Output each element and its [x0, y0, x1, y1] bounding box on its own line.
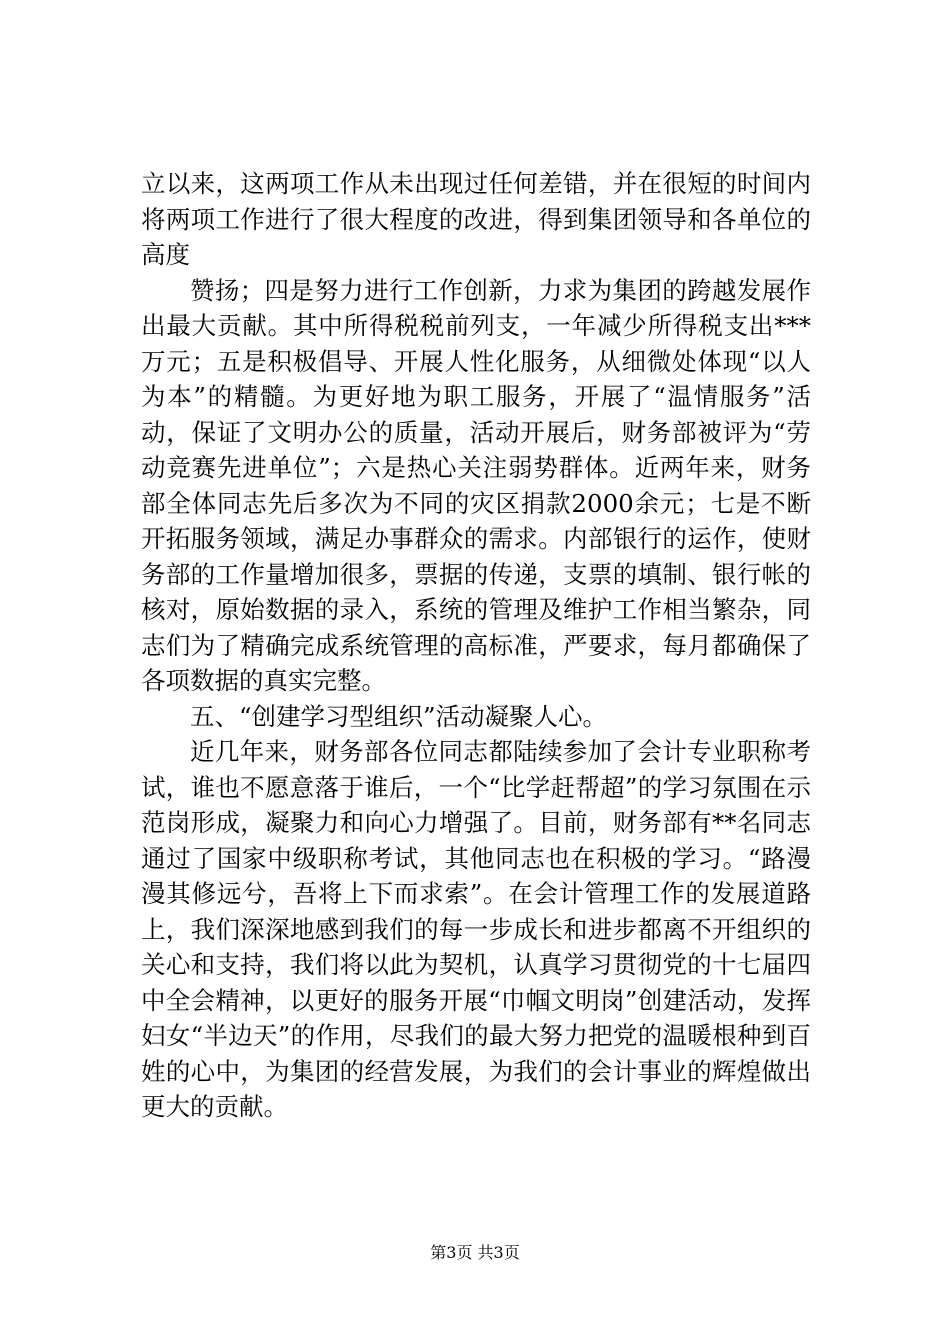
document-body — [141, 166, 811, 1125]
paragraph-achievements: 赞扬；四是努力进行工作创新，力求为集团的跨越发展作出最大贡献。其中所得税税前列支，一年减少所得税支出***万元；五是积极倡导、开展人性化服务，从细微处体现“以人为本”的精髓。为更好地为职工服务，开展了“温情服务”活动，保证了文明办公的质量，活动开展后，财务部被评为“劳动竞赛先进单位”；六是热心关注弱势群体。近两年来，财务部全体同志先后多次为不同的灾区捐款2000余元；七是不断开拓服务领域，满足办事群众的需求。内部银行的运作，使财务部的工作量增加很多，票据的传递，支票的填制、银行帐的核对，原始数据的录入，系统的管理及维护工作相当繁杂，同志们为了精确完成系统管理的高标准，严要求，每月都确保了各项数据的真实完整。 — [141, 275, 811, 695]
section-heading: 五、“创建学习型组织”活动凝聚人心。 — [190, 701, 608, 731]
page-number: 第3页 共3页 — [430, 1243, 520, 1262]
paragraph-continuation: 立以来，这两项工作从未出现过任何差错，并在很短的时间内将两项工作进行了很大程度的改进，得到集团领导和各单位的高度 — [141, 169, 811, 269]
paragraph-learning: 近几年来，财务部各位同志都陆续参加了会计专业职称考试，谁也不愿意落于谁后，一个“比学赶帮超”的学习氛围在示范岗形成，凝聚力和向心力增强了。目前，财务部有**名同志通过了国家中级职称考试，其他同志也在积极的学习。“路漫漫其修远兮，吾将上下而求索”。在会计管理工作的发展道路上，我们深深地感到我们的每一步成长和进步都离不开组织的关心和支持，我们将以此为契机，认真学习贯彻党的十七届四中全会精神，以更好的服务开展“巾帼文明岗”创建活动，发挥妇女“半边天”的作用，尽我们的最大努力把党的温暖根种到百姓的心中，为集团的经营发展，为我们的会计事业的辉煌做出更大的贡献。 — [141, 737, 811, 1121]
